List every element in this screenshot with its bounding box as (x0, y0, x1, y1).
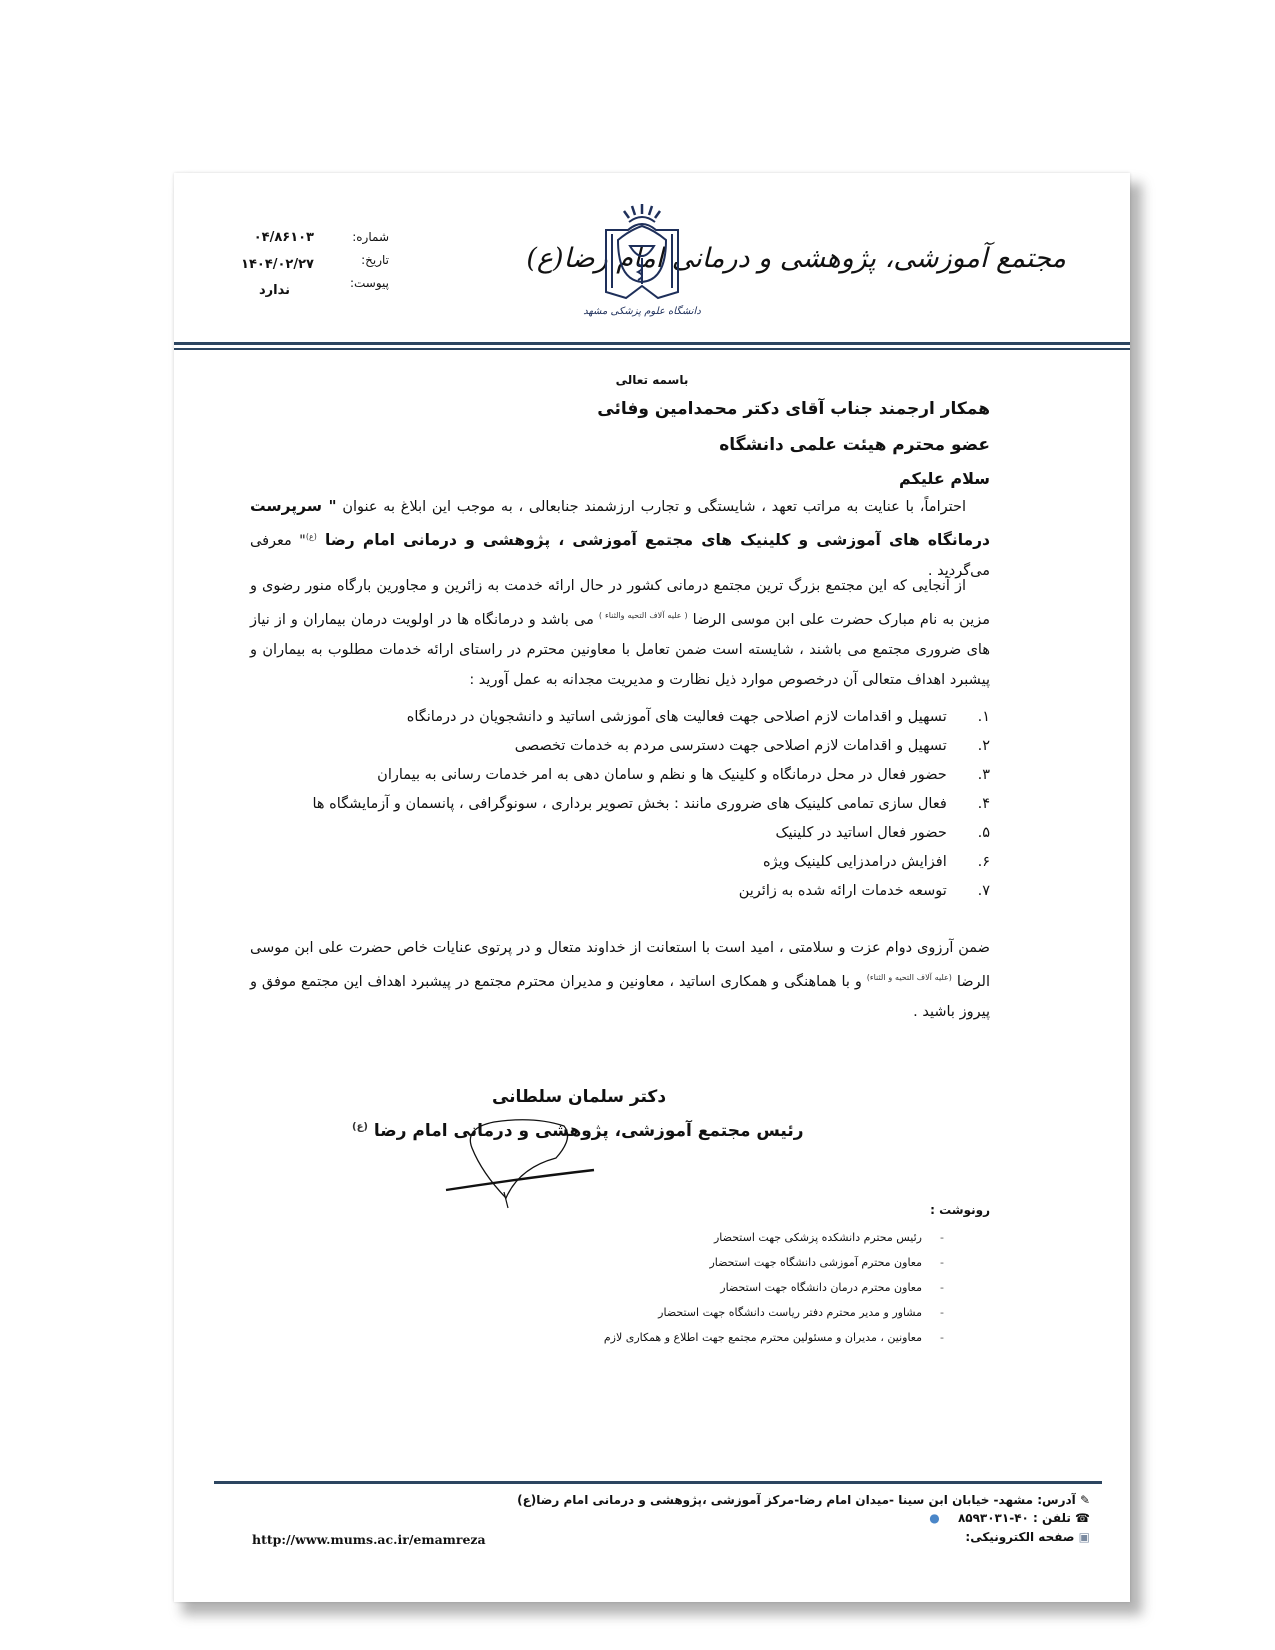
copy-recipient: -معاون محترم آموزشی دانشگاه جهت استحضار (709, 1256, 944, 1269)
appointment-title: " سرپرست درمانگاه های آموزشی و کلینیک های مجتمع آموزشی ، پژوهشی و درمانی امام رضا (250, 497, 990, 549)
recipient-name: همکار ارجمند جناب آقای دکتر محمدامین وفائی (597, 399, 990, 419)
copy-recipient: -رئیس محترم دانشکده پزشکی جهت استحضار (714, 1231, 944, 1244)
recipient-position: عضو محترم هیئت علمی دانشگاه (719, 435, 990, 455)
duty-item: ۳. حضور فعال در محل درمانگاه و کلینیک ها و نظم و سامان دهی به امر خدمات رسانی به بیماران (377, 767, 990, 783)
paragraph-context (250, 571, 990, 695)
website-link[interactable]: http://www.mums.ac.ir/emamreza (252, 1532, 486, 1547)
invocation: باسمه تعالی (615, 373, 689, 387)
footer-rule (214, 1481, 1102, 1484)
copies-list (604, 1225, 962, 1350)
signatory-title-honorific: (ع) (352, 1121, 368, 1133)
duty-item: ۵. حضور فعال اساتید در کلینیک (775, 825, 990, 841)
copy-recipient: -معاونین ، مدیران و مسئولین محترم مجتمع جهت اطلاع و همکاری لازم (603, 1331, 944, 1344)
phone-icon: ☎ (1075, 1511, 1090, 1525)
duty-item: ۲. تسهیل و اقدامات لازم اصلاحی جهت دسترسی مردم به خدمات تخصصی (514, 738, 990, 754)
handwritten-signature (444, 1118, 644, 1208)
header-rule-top (174, 342, 1130, 345)
paragraph-context-end: می باشد و درمانگاه ها در اولویت درمان بیماران و از نیاز های ضروری مجتمع می باشند ، شایسته است ضمن تعامل با معاونین محترم در راستای ارائه خدمات مطلوب به بیماران و پیشبرد اهداف متعالی آن درخصوص موارد ذیل نظارت و مدیریت مجدانه به عمل آورید : (250, 611, 990, 688)
appointment-title-honorific: (ع) (305, 532, 317, 541)
copies-heading: رونوشت : (930, 1203, 990, 1217)
university-logo (583, 200, 701, 324)
header-rule-bottom (174, 348, 1130, 350)
paragraph-appointment-end: " معرفی می‌گردید . (250, 532, 990, 579)
copy-recipient: -معاون محترم درمان دانشگاه جهت استحضار (720, 1281, 944, 1294)
copy-recipient: -مشاور و مدیر محترم دفتر ریاست دانشگاه جهت استحضار (658, 1306, 944, 1319)
closing-honorific: (علیه آلاف التحیه و الثناء) (866, 973, 952, 982)
duty-item: ۴. فعال سازی تمامی کلینیک های ضروری مانند : بخش تصویر برداری ، سونوگرافی ، پانسمان و آزمایشگاه ها (312, 796, 990, 812)
paragraph-closing-end: و با هماهنگی و همکاری اساتید ، معاونین و مدیران محترم مجتمع در پیشبرد اهداف این مجتمع موفق و پیروز باشید . (250, 973, 990, 1020)
signatory-name: دکتر سلمان سلطانی (491, 1087, 667, 1107)
number-label: شماره: (352, 230, 389, 244)
footer-address: ✎ آدرس: مشهد- خیابان ابن سینا -میدان امام رضا-مرکز آموزشی ،پژوهشی و درمانی امام رضا(ع) (517, 1493, 1090, 1507)
date-value: ۱۴۰۴/۰۲/۲۷ (241, 257, 314, 272)
date-label: تاریخ: (361, 253, 389, 267)
university-emblem-icon (583, 200, 701, 324)
paragraph-closing-text: ضمن آرزوی دوام عزت و سلامتی ، امید است با استعانت از خداوند متعال و در پرتوی عنایات خاص حضرت علی ابن موسی الرضا (250, 940, 990, 990)
honorific-note: ( علیه آلاف التحیه والثناء ) (598, 611, 688, 620)
globe-icon: ● (929, 1511, 940, 1525)
number-value: ۰۴/۸۶۱۰۳ (253, 230, 314, 245)
footer-phone: ☎ تلفن : ۴۰-۸۵۹۳۰۳۱ ● (929, 1511, 1090, 1525)
duty-item: ۱. تسهیل و اقدامات لازم اصلاحی جهت فعالیت های آموزشی اساتید و دانشجویان در درمانگاه (406, 709, 990, 725)
signatory-title-text: رئیس مجتمع آموزشی، پژوهشی و درمانی امام رضا (373, 1121, 804, 1141)
footer-website-label: ▣ صفحه الکترونیکی: (965, 1530, 1090, 1544)
attachment-value: ندارد (258, 283, 290, 298)
paragraph-context-text: از آنجایی که این مجتمع بزرگ ترین مجتمع درمانی کشور در حال ارائه خدمت به زائرین و مجاورین بارگاه منور رضوی و مزین به نام مبارک حضرت علی ابن موسی الرضا (250, 578, 991, 628)
letter-page (174, 173, 1130, 1602)
paragraph-appointment-text: احتراماً، با عنایت به مراتب تعهد ، شایستگی و تجارب ارزشمند جنابعالی ، به موجب این ابلاغ به عنوان (336, 499, 966, 515)
greeting: سلام علیکم (898, 469, 990, 488)
attachment-label: پیوست: (349, 276, 389, 290)
duty-item: ۷. توسعه خدمات ارائه شده به زائرین (738, 883, 990, 899)
institution-title: مجتمع آموزشی، پژوهشی و درمانی امام رضا(ع) (526, 243, 1066, 274)
duties-list (312, 703, 990, 906)
duty-item: ۶. افزایش درامدزایی کلینیک ویژه (762, 854, 990, 870)
logo-caption: دانشگاه علوم پزشکی مشهد (583, 306, 701, 317)
paragraph-closing (250, 933, 990, 1027)
web-page-icon: ▣ (1078, 1530, 1090, 1544)
pen-icon: ✎ (1079, 1493, 1090, 1507)
